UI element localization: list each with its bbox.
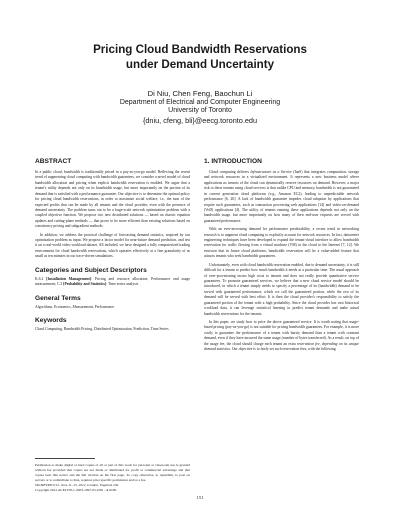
intro-paragraph-3: Unfortunately, even with cloud bandwidth reservation enabled, due to demand uncertainty, it is still difficult for a tenant to predict how much bandwidth it needs at a particular time. The usual approach of over-provisioning incurs high costs to tenants and does not really provide quantitative service guarantees. To promote guaranteed services, we believe that a new cloud service model should be introduced, in which a tenant simply needs to specify a percentage of its (bandwidth) demand to be served with guaranteed performance, which we call the guaranteed portion, while the rest of its demand will be served with best effort. It is then the cloud provider's responsibility to satisfy the guaranteed portion of the tenant with a high probability. Since the cloud provider has vast historical workload data, it can leverage statistical learning to predict tenant demands and make actual bandwidth reservations for the tenants. [204,262,359,316]
category-label-1: [Installation Management] [46,276,91,281]
title-line-2: under Demand Uncertainty [125,58,275,71]
paper-title [40,42,360,72]
intro-p1-part-c: of the cloud can dynamically reserve resources on demand. However, a major risk to these tenants using cloud services is that unlike CPU and memory, bandwidth is not guaranteed in current generation cloud platforms (e.g., Amazon EC2), leading to unpredictable network performance [6, 20]. A lack of bandwidth guarantee impedes cloud adoption by applications that require such guarantees, such as transaction processing web applications [14] and video-on-demand (VoD) applications [4]. The utility of tenants running these applications depends not only on the bandwidth usage, but more importantly on how many of their end-user requests are served with guaranteed performance. [204,180,359,223]
categories-text [35,277,190,288]
left-column [35,158,190,332]
author-block [40,89,360,125]
author-email: {dniu, cfeng, bli}@eecg.toronto.edu [142,115,258,125]
category-text-2: : Time series analysis [106,282,139,287]
general-terms-text: Algorithms, Economics, Measurement, Performance [35,304,114,309]
abstract-heading: ABSTRACT [35,158,72,165]
keywords-heading: Keywords [35,317,67,325]
introduction-heading: 1. INTRODUCTION [204,158,262,165]
intro-p4-emphasis: reservation fee, depending on its unique demand statistics [204,341,359,352]
intro-p1-part-b: (IaaS) that integrates computation, storage and network resources in a virtualized environment. It represents a new business model where applications [204,170,359,185]
permission-block [35,463,190,492]
general-terms-heading: General Terms [35,294,81,302]
intro-paragraph-1 [204,170,359,224]
intro-p4-part-a: In this paper, we study how to price the above guaranteed service. It is worth noting that usage-based pricing (pay-as-you-go) is not suitable for pricing bandwidth guarantees. For example, it is more costly to guarantee the performance of a tenant with bursty demand than a tenant with constant demand, even if they have incurred the same usage (number of bytes transferred). As a result, on top of the usage fee, the cloud should charge each tenant an extra [204,319,359,346]
intro-p1-emphasis-2: as tenants [223,180,239,185]
permission-divider [35,458,95,459]
abstract-paragraph-2: In addition, we address the practical challenge of forecasting demand statistics, required by our optimization problem as input. We propose a factor model for near-future demand prediction, and test it on a real-world video workload dataset. All included, we have designed a fully computerized trading environment for cloud bandwidth reservations, which operates effectively at a fine granularity of as small as ten minutes in our trace-driven simulations. [35,232,190,259]
permission-text: Permission to make digital or hard copies of all or part of this work for personal or classroom use is granted without fee provided that copies are not made or distributed for profit or commercial advantage and that copies bear this notice and the full citation on the first page. To copy otherwise, to republish, to post on servers or to redistribute to lists, requires prior specific permission and/or a fee. [35,463,190,482]
right-column [204,158,359,353]
permission-copyright: Copyright 2012 ACM 978-1-4503-1097-0/12/06 ...$10.00. [35,487,117,492]
keywords-text: Cloud Computing, Bandwidth Pricing, Distributed Optimization, Prediction, Time Series [35,327,169,332]
abstract-paragraph-1: In a public cloud, bandwidth is traditionally priced in a pay-as-you-go model. Reflecting the recent trend of augmenting cloud computing with bandwidth guarantees, we consider a novel model of cloud bandwidth allocation and pricing when explicit bandwidth reservation is enabled. We argue that a tenant's utility depends not only on its bandwidth usage, but more importantly on the portion of its demand that is satisfied with a performance guarantee. Our objective is to determine the optimal policy for pricing cloud bandwidth reservations, in order to maximize social welfare, i.e., the sum of the expected profits that can be made by all tenants and the cloud provider, even with the presence of demand uncertainty. The problem turns out to be a large-scale network optimization problem with a coupled objective function. We propose two new distributed solutions — based on chaotic equation updates and cutting-plane methods — that prove to be more efficient than existing solutions based on consistency pricing and subgradient methods. [35,170,190,229]
intro-paragraph-4 [204,320,359,353]
title-line-1: Pricing Cloud Bandwidth Reservations [93,43,307,56]
permission-venue: SIGMETRICS'12, June 11–15, 2012, London, England, UK. [35,482,120,487]
category-text-1: : Pricing and resource allocation; Performance and usage measurement; [35,276,190,287]
intro-p4-part-b: . Our objective is to fairly set such reservation fees, with the following [229,347,336,352]
affiliation-university: University of Toronto [168,107,232,115]
category-code-1: K.6.2 [35,276,44,281]
category-code-2: C.3 [56,282,63,287]
intro-p1-emphasis-1: Infrastructure as a Service [250,170,292,174]
affiliation-department: Department of Electrical and Computer Engineering [119,98,281,106]
categories-heading: Categories and Subject Descriptors [35,266,147,274]
category-label-2: [Probability and Statistics] [63,282,107,287]
intro-paragraph-2: With an ever-increasing demand for performance predictability, a recent trend in networking research is to augment cloud computing to explicitly account for network resources. In fact, datacenter engineering techniques have been developed to expand the tenant-cloud interface to allow bandwidth reservation for traffic flowing from a virtual machine (VM) in the cloud to the Internet [7, 12]. We envision that in future cloud platforms, bandwidth reservation will be a value-added feature that attracts tenants who seek bandwidth guarantees. [204,227,359,259]
page-number: 151 [196,495,204,500]
author-names: Di Niu, Chen Feng, Baochun Li [147,89,253,98]
intro-p1-part-a: Cloud computing delivers [209,170,251,174]
